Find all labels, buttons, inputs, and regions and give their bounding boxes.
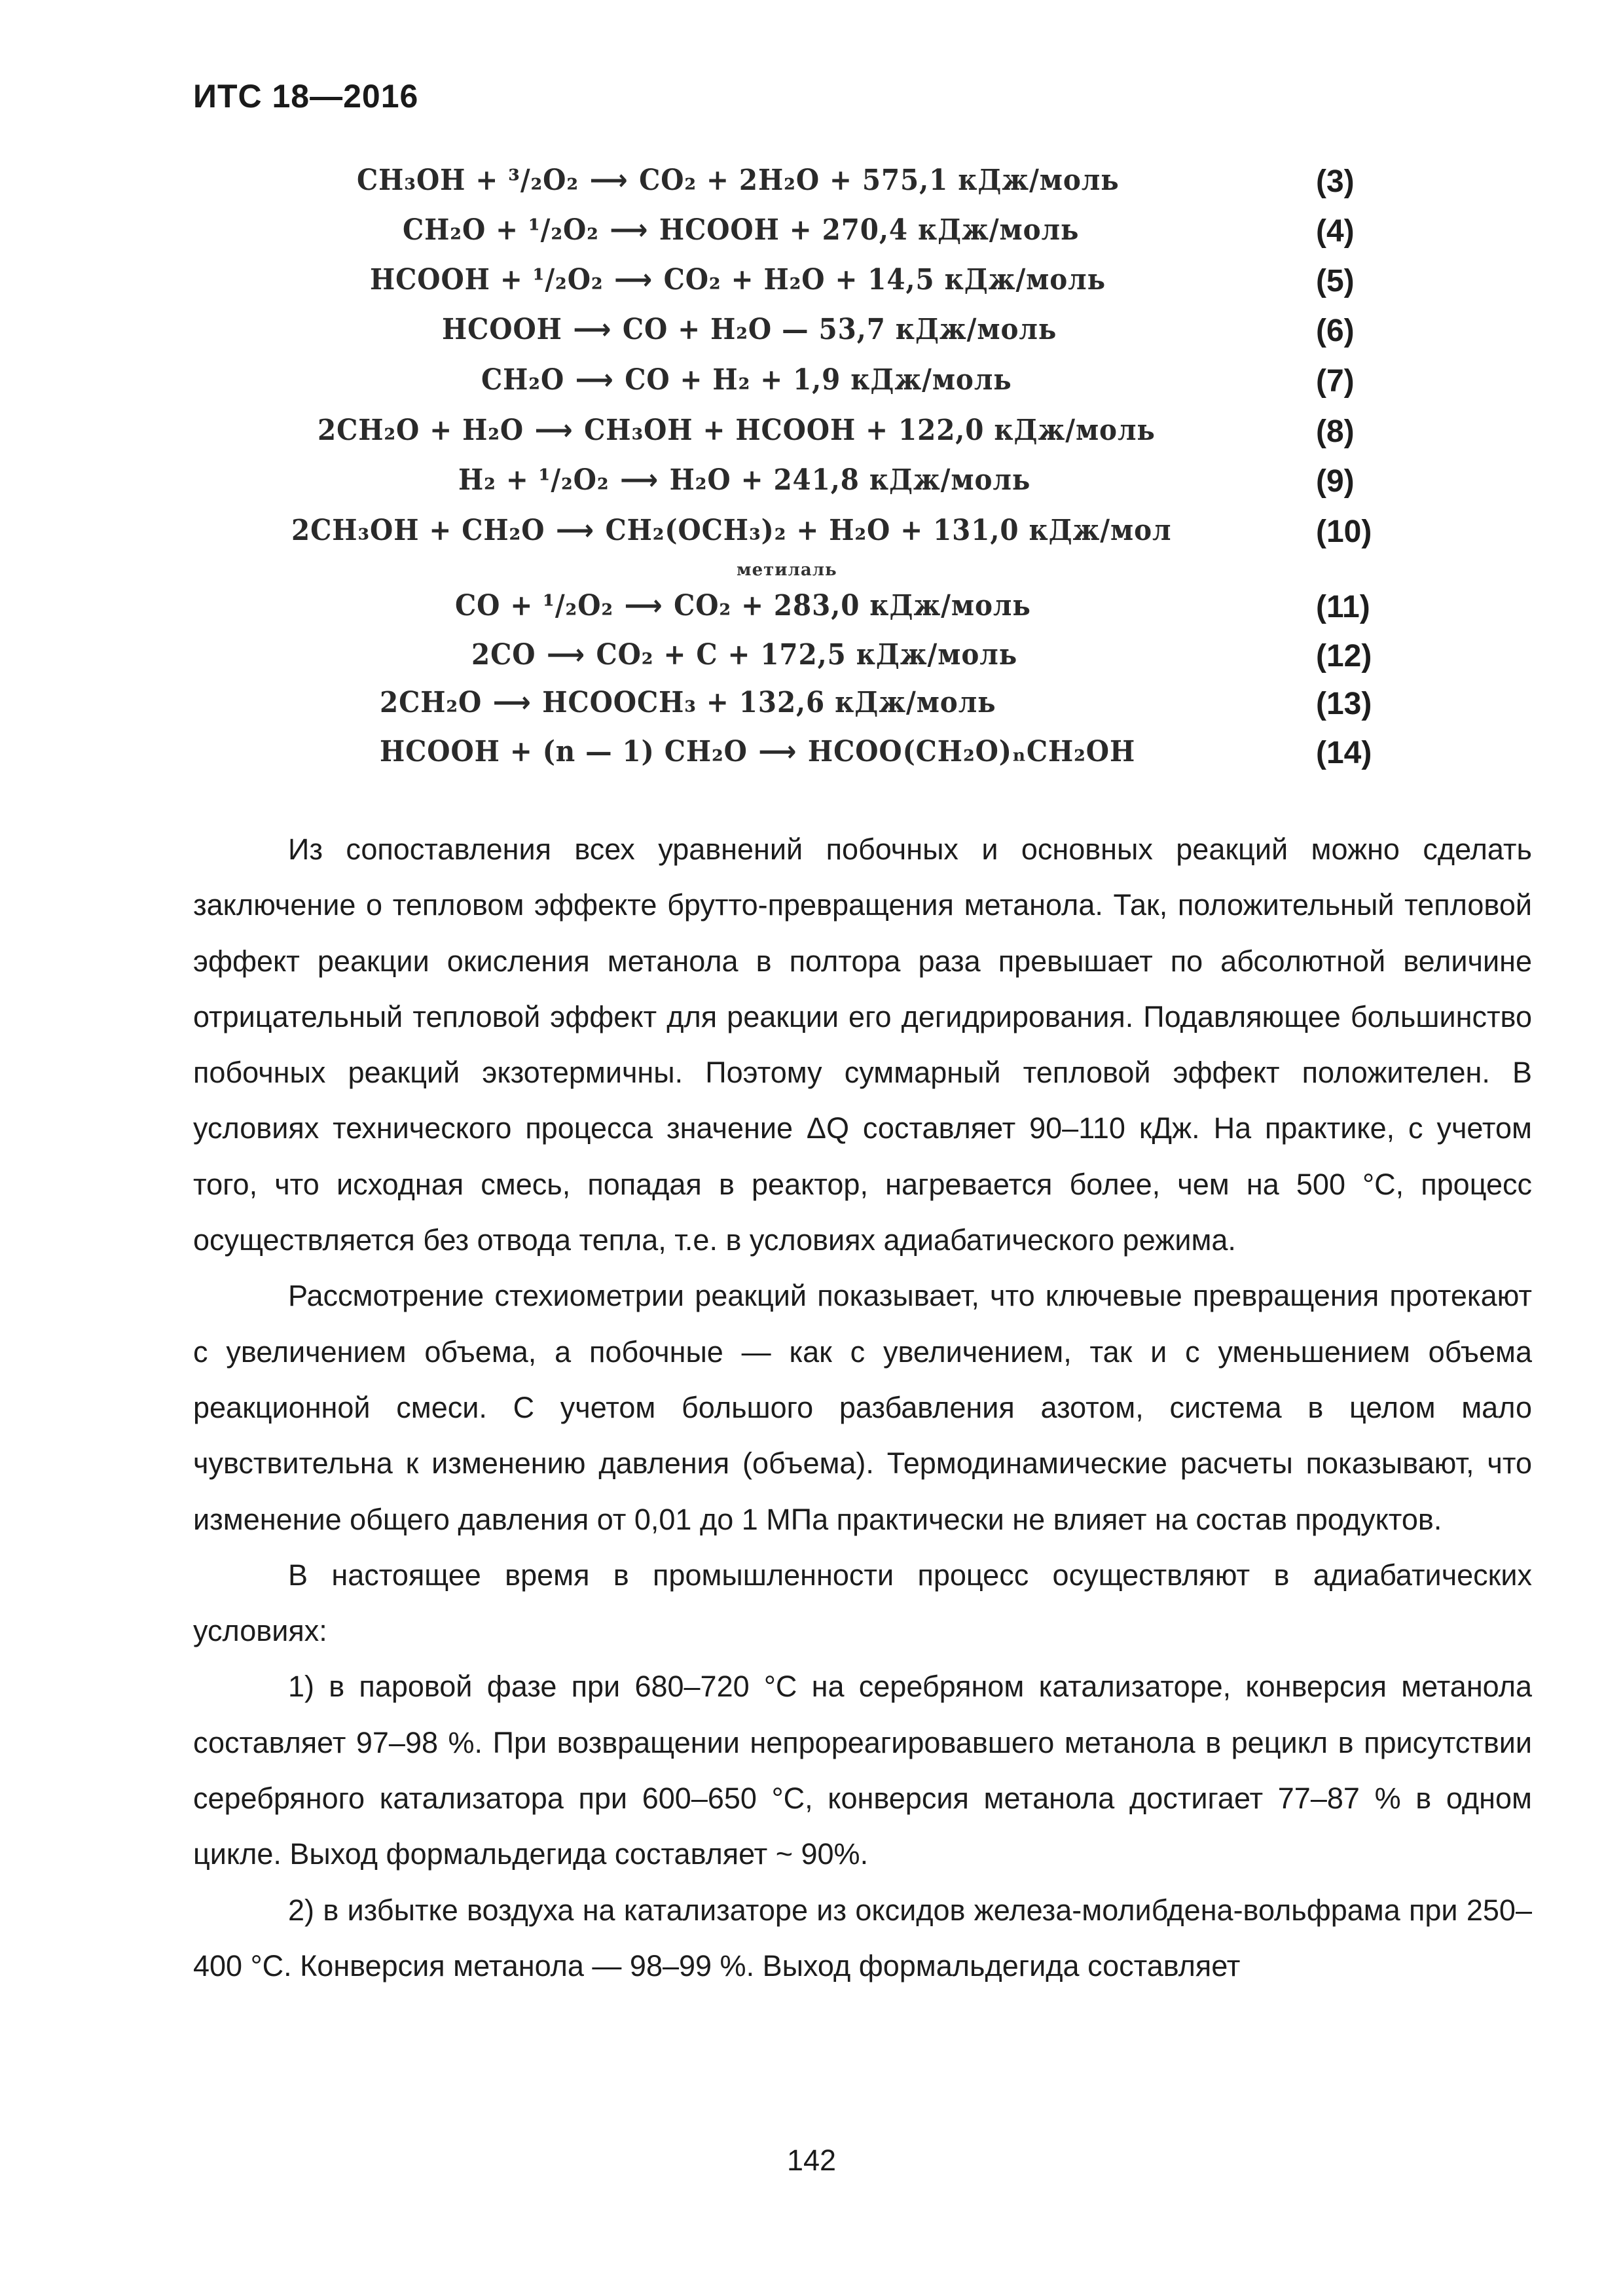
equation: 2CO ⟶ CO₂ + C + 172,5 кДж/моль: [471, 638, 1018, 672]
equation: HCOOH + ¹/₂O₂ ⟶ CO₂ + H₂O + 14,5 кДж/моль: [370, 263, 1106, 296]
equation-number: (6): [1316, 314, 1355, 348]
page-number: 142: [786, 2144, 837, 2177]
equation: CH₂O + ¹/₂O₂ ⟶ HCOOH + 270,4 кДж/моль: [403, 213, 1080, 247]
equation: CH₃OH + ³/₂O₂ ⟶ CO₂ + 2H₂O + 575,1 кДж/моль: [357, 164, 1120, 197]
document-code: ИТС 18—2016: [193, 78, 419, 115]
equation-row: [0, 363, 1623, 412]
equation: H₂ + ¹/₂O₂ ⟶ H₂O + 241,8 кДж/моль: [458, 463, 1031, 497]
equation-row: [0, 213, 1623, 262]
equation-row: [0, 735, 1623, 783]
equation-number: (12): [1316, 639, 1372, 673]
equation-number: (9): [1316, 464, 1355, 499]
equation: CH₂O ⟶ CO + H₂ + 1,9 кДж/моль: [481, 363, 1012, 397]
equation: HCOOH ⟶ CO + H₂O — 53,7 кДж/моль: [442, 313, 1057, 346]
equation-number: (14): [1316, 736, 1372, 770]
equation-row: [0, 463, 1623, 512]
equation-row: [0, 263, 1623, 312]
equation-row: [0, 164, 1623, 212]
equation-number: (5): [1316, 264, 1355, 298]
equation: 2CH₂O + H₂O ⟶ CH₃OH + HCOOH + 122,0 кДж/моль: [318, 414, 1156, 447]
equation-row: [0, 638, 1623, 687]
equation-number: (10): [1316, 514, 1372, 549]
paragraph: 1) в паровой фазе при 680–720 °С на серебряном катализаторе, конверсия метанола составляет 97–98 %. При возвращении непрореагировавшего метанола в рецикл в присутствии серебряного катализатора при 600–650 °С, конверсия метанола достигает 77–87 % в одном цикле. Выход формальдегида составляет ~ 90%.: [193, 1670, 1532, 1871]
methylal-label: метилаль: [737, 560, 837, 580]
equation-number: (11): [1316, 590, 1370, 624]
equation: CO + ¹/₂O₂ ⟶ CO₂ + 283,0 кДж/моль: [455, 589, 1031, 622]
equation-number: (4): [1316, 214, 1355, 249]
equation-number: (3): [1316, 164, 1355, 199]
equation: HCOOH + (n — 1) CH₂O ⟶ HCOO(CH₂O)ₙCH₂OH: [380, 735, 1136, 768]
equation: 2CH₃OH + CH₂O ⟶ CH₂(OCH₃)₂ + H₂O + 131,0 кДж/мол: [291, 514, 1172, 547]
equation-row: [0, 313, 1623, 361]
equation-row: [0, 414, 1623, 462]
equation-row: [0, 514, 1623, 562]
equation-number: (7): [1316, 364, 1355, 399]
paragraph: Из сопоставления всех уравнений побочных и основных реакций можно сделать заключение о тепловом эффекте брутто-превращения метанола. Так, положительный тепловой эффект реакции окисления метанола в полтора раза превышает по абсолютной величине отрицательный тепловой эффект для реакции его дегидрирования. Подавляющее большинство побочных реакций экзотермичны. Поэтому суммарный тепловой эффект положителен. В условиях технического процесса значение ΔQ составляет 90–110 кДж. На практике, с учетом того, что исходная смесь, попадая в реактор, нагревается более, чем на 500 °С, процесс осуществляется без отвода тепла, т.е. в условиях адиабатического режима.: [193, 833, 1532, 1257]
equation-number: (8): [1316, 414, 1355, 449]
paragraph: В настоящее время в промышленности процесс осуществляют в адиабатических условиях:: [193, 1558, 1532, 1648]
equation-number: (13): [1316, 687, 1372, 721]
body-text: [193, 821, 1532, 1994]
paragraph: Рассмотрение стехиометрии реакций показывает, что ключевые превращения протекают с увеличением объема, а побочные — как с увеличением, так и с уменьшением объема реакционной смеси. С учетом большого разбавления азотом, система в целом мало чувствительна к изменению давления (объема). Термодинамические расчеты показывают, что изменение общего давления от 0,01 до 1 МПа практически не влияет на состав продуктов.: [193, 1279, 1532, 1536]
equation: 2CH₂O ⟶ HCOOCH₃ + 132,6 кДж/моль: [380, 686, 996, 719]
paragraph: 2) в избытке воздуха на катализаторе из оксидов железа-молибдена-вольфрама при 250–400 °С. Конверсия метанола — 98–99 %. Выход формальдегида составляет: [193, 1893, 1532, 1982]
equation-row: [0, 589, 1623, 637]
equation-row: [0, 686, 1623, 734]
